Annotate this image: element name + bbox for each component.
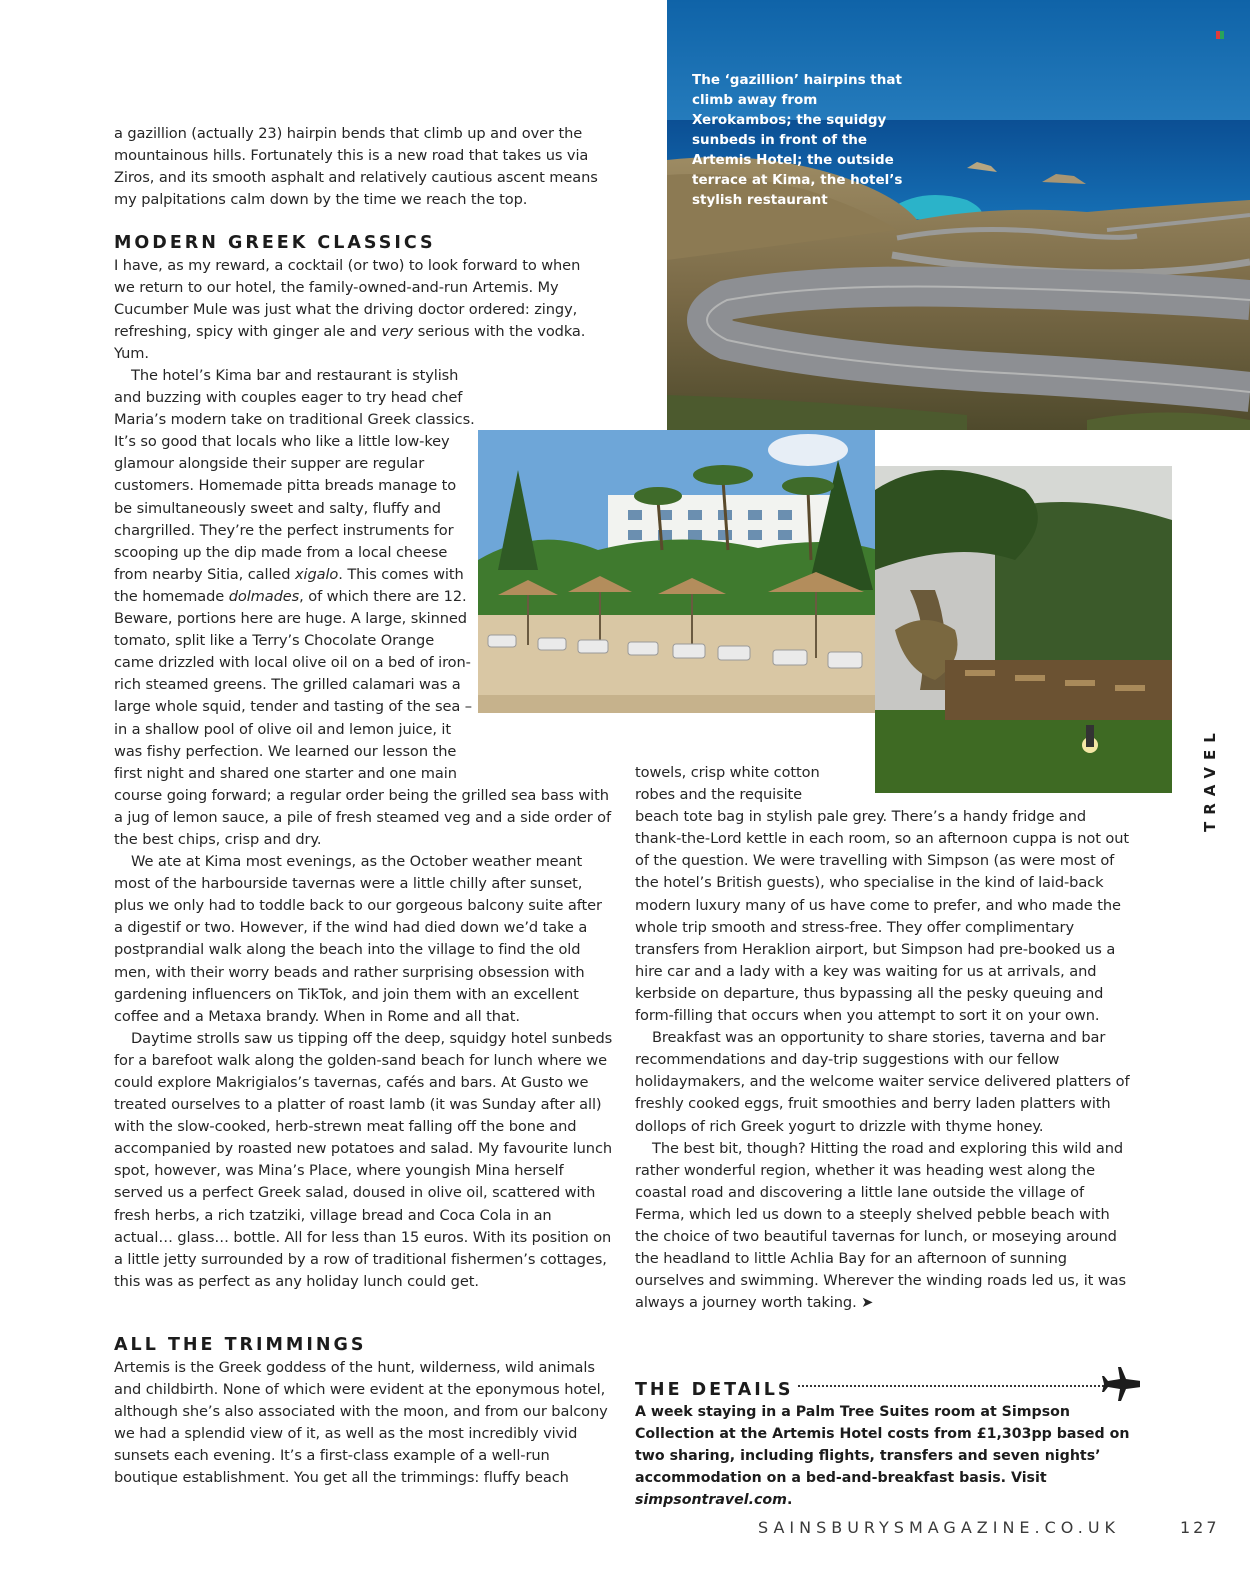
classics-p1-text-b: serious with the vodka. Yum.	[114, 323, 586, 363]
classics-p2-emphasis-xigalo: xigalo	[294, 565, 339, 583]
classics-p2-text-a: The hotel’s Kima bar and restaurant is stylish and buzzing with couples eager to try head chef Maria’s modern take on traditional Greek classics. It’s so good that locals who like a little low-key glamour alongside their supper are regular customers. Homemade pitta breads manage to be simultaneously sweet and salty, fluffy and chargrilled. They’re the perfect instruments for scooping up the dip made from a local cheese from nearby Sitia, called	[114, 367, 475, 583]
details-body	[635, 1401, 1135, 1511]
details-text: A week staying in a Palm Tree Suites room at Simpson Collection at the Artemis Hotel costs from £1,303pp based on two sharing, including flights, transfers and seven nights’ accommodation on a bed-and-breakfast basis. Visit	[635, 1404, 1130, 1486]
details-text-end: .	[786, 1492, 793, 1508]
kima-terrace-photo	[875, 430, 1172, 793]
classics-paragraph-4: Daytime strolls saw us tipping off the deep, squidgy hotel sunbeds for a barefoot walk along the golden-sand beach for lunch where we could explore Makrigialos’s tavernas, cafés and bars. At Gusto we treated ourselves to a platter of roast lamb (it was Sunday after all) with the slow-cooked, herb-strewn meat falling off the bone and accompanied by roasted new potatoes and salad. My favourite lunch spot, however, was Mina’s Place, where youngish Mina herself served us a perfect Greek salad, doused in olive oil, scattered with fresh herbs, a rich tzatziki, village bread and Coca Cola in an actual… glass… bottle. All for less than 15 euros. With its position on a little jetty surrounded by a row of traditional fishermen’s cottages, this was as perfect as any holiday lunch could get.	[114, 1029, 613, 1290]
float-spacer	[478, 365, 614, 763]
right-paragraph-3: The best bit, though? Hitting the road and exploring this wild and rather wonderful region, whether it was heading west along the coastal road and discovering a little lane outside the village of Ferma, which led us down to a steeply shelved pebble beach with the choice of two beautiful tavernas for lunch, or moseying around the headland to little Achlia Bay for an afternoon of sunning ourselves and swimming. Wherever the winding roads led us, it was always a journey worth taking.	[635, 1139, 1127, 1312]
classics-p1-emphasis: very	[381, 323, 414, 341]
details-dotted-line	[798, 1385, 1104, 1387]
airplane-icon	[1100, 1362, 1140, 1406]
kima-terrace-illustration	[875, 430, 1172, 793]
right-paragraph-2: Breakfast was an opportunity to share stories, taverna and bar recommendations and day-trip suggestions with our fellow holidaymakers, and the welcome waiter service delivered platters of freshly cooked eggs, fruit smoothies and berry laden platters with dollops of rich Greek yogurt to drizzle with thyme honey.	[635, 1029, 1130, 1135]
classics-p2-emphasis-dolmades: dolmades	[228, 587, 300, 605]
classics-p2-text-c: , of which there are 12. Beware, portions here are huge. A large, skinned tomato, split like a Terry’s Chocolate Orange came drizzled with local olive oil on a bed of iron-rich steamed greens. The grilled calamari was a large whole squid, tender and tasting of the sea – in a shallow pool of olive oil and lemon juice, it was fishy perfection. We learned our lesson the first night and shared one starter and one main course going forward; a regular order being the grilled sea bass with a jug of lemon sauce, a pile of fresh steamed veg and a side order of the best chips, crisp and dry.	[114, 587, 611, 848]
color-swatch-mark	[1216, 31, 1224, 39]
hairpin-road-photo	[667, 0, 1250, 430]
intro-paragraph	[114, 123, 614, 211]
classics-paragraph-3: We ate at Kima most evenings, as the October weather meant most of the harbourside tavernas were a little chilly after sunset, plus we only had to toddle back to our gorgeous balcony suite after a digestif or two. However, if the wind had died down we’d take a postprandial walk along the beach into the village to find the old men, with their worry beads and rather surprising obsession with gardening influencers on TikTok, and join them with an excellent coffee and a Metaxa brandy. When in Rome and all that.	[114, 853, 602, 1025]
page-number: 127	[1180, 1518, 1220, 1537]
heading-the-details: THE DETAILS	[635, 1380, 794, 1400]
details-link[interactable]: simpsontravel.com	[635, 1492, 787, 1508]
end-arrow-icon: ➤	[861, 1294, 874, 1312]
footer-website: SAINSBURYSMAGAZINE.CO.UK	[758, 1518, 1121, 1537]
right-column-text	[635, 762, 1135, 1314]
intro-text: a gazillion (actually 23) hairpin bends that climb up and over the mountainous hills. Fortunately this is a new road that takes us via Ziros, and its smooth asphalt and relatively cautious ascent means my palpitations calm down by the time we reach the top.	[114, 125, 598, 209]
classics-paragraph-1	[114, 255, 604, 365]
heading-all-the-trimmings: ALL THE TRIMMINGS	[114, 1335, 367, 1355]
hairpin-road-illustration	[667, 0, 1250, 430]
trimmings-text: Artemis is the Greek goddess of the hunt, wilderness, wild animals and childbirth. None of which were evident at the eponymous hotel, although she’s also associated with the moon, and from our balcony we had a splendid view of it, as well as the most incredibly vivid sunsets each evening. It’s a first-class example of a well-run boutique establishment. You get all the trimmings: fluffy beach	[114, 1359, 608, 1487]
classics-p1-text-a: I have, as my reward, a cocktail (or two) to look forward to when we return to our hotel, the family-owned-and-run Artemis. My Cucumber Mule was just what the driving doctor ordered: zingy, refreshing, spicy with ginger ale and	[114, 257, 581, 341]
heading-modern-greek-classics: MODERN GREEK CLASSICS	[114, 233, 436, 253]
trimmings-paragraph	[114, 1357, 614, 1490]
classics-p2-text-b: . This comes with the homemade	[114, 565, 464, 605]
float-spacer-right	[825, 762, 1135, 796]
section-tab-travel: TRAVEL	[1201, 726, 1219, 832]
photo-caption: The ‘gazillion’ hairpins that climb away from Xerokambos; the squidgy sunbeds in front of the Artemis Hotel; the outside terrace at Kima, the hotel’s stylish restaurant	[692, 72, 903, 208]
classics-paragraph-2	[114, 365, 614, 1293]
right-paragraph-1: towels, crisp white cotton robes and the requisite beach tote bag in stylish pale grey. There’s a handy fridge and thank-the-Lord kettle in each room, so an afternoon cuppa is not out of the question. We were travelling with Simpson (as were most of the hotel’s British guests), who specialise in the kind of laid-back modern luxury many of us have come to prefer, and who made the whole trip smooth and stress-free. They offer complimentary transfers from Heraklion airport, but Simpson had pre-booked us a hire car and a lady with a key was waiting for us at arrivals, and kerbside on departure, thus bypassing all the pesky queuing and form-filling that occurs when you attempt to sort it on your own.	[635, 764, 1129, 1025]
